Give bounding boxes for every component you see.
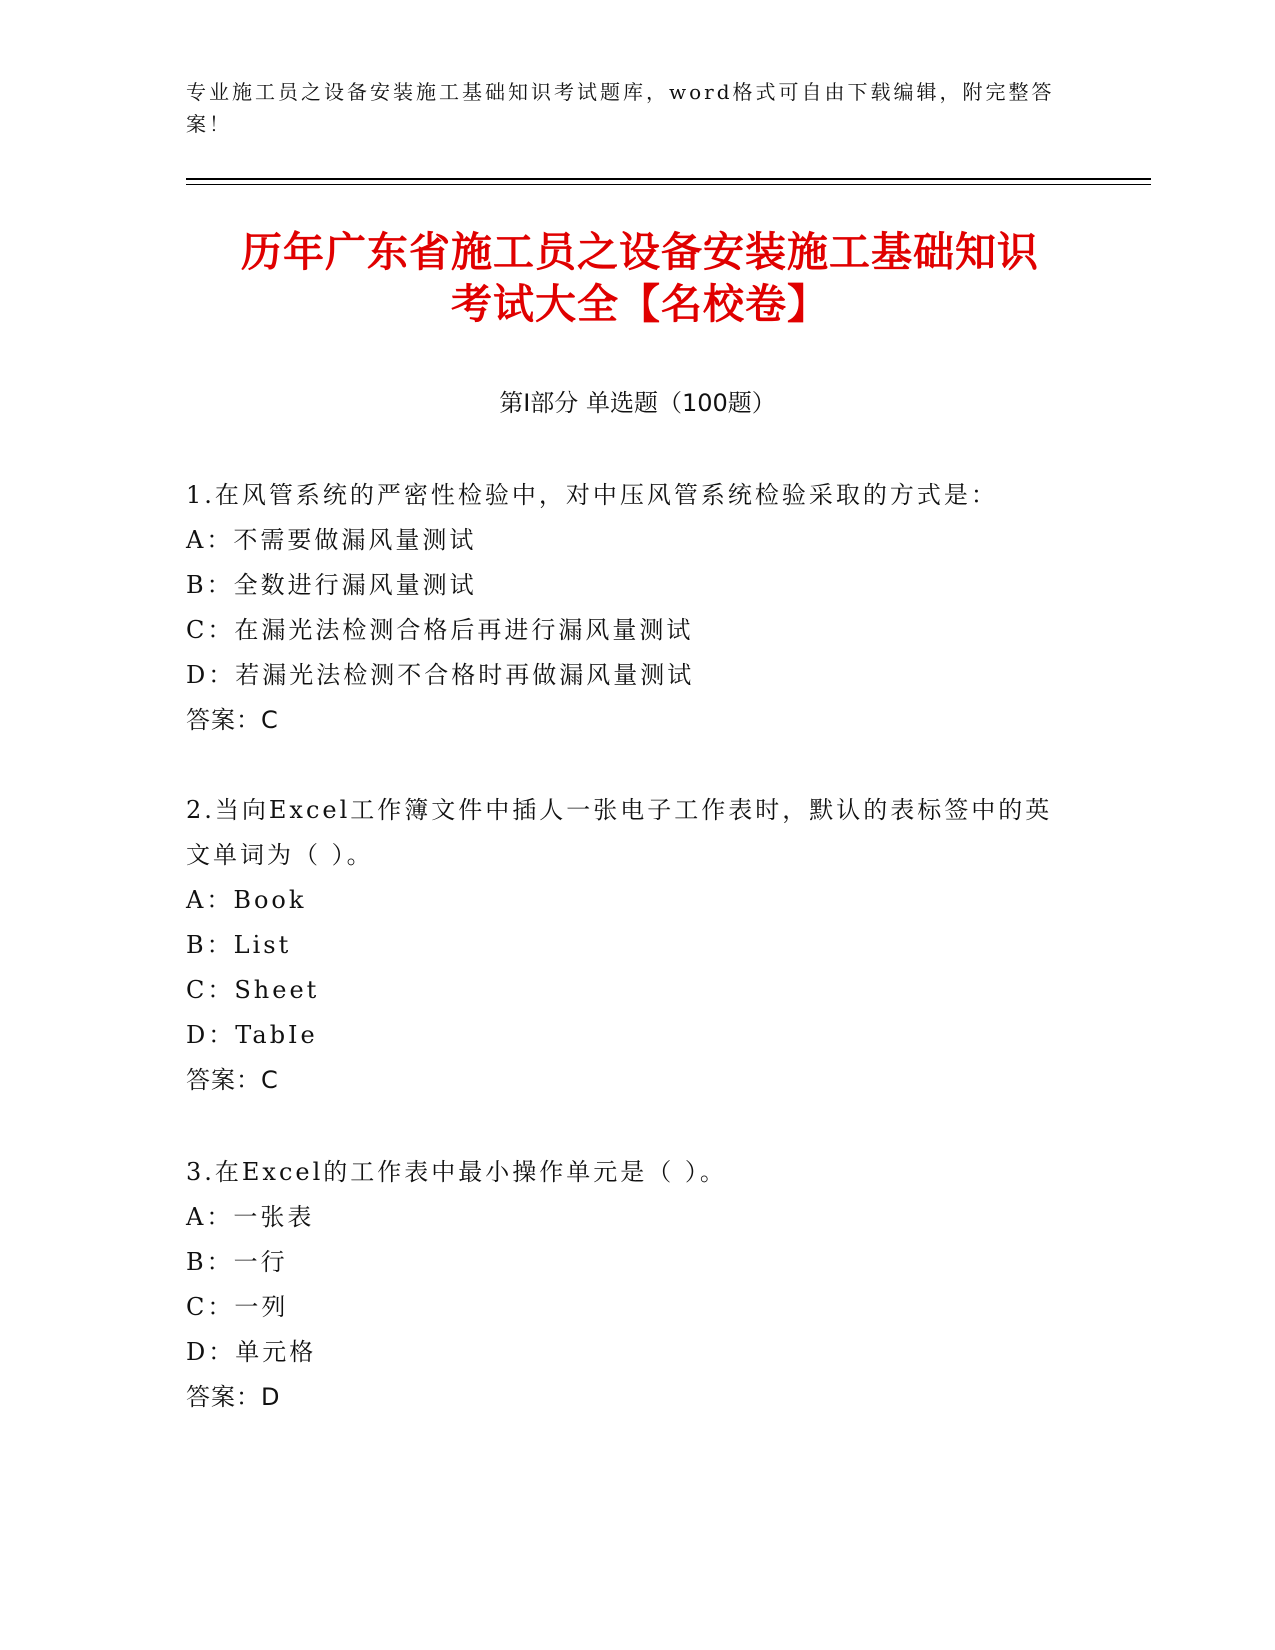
answer: 答案：D [186, 1383, 281, 1411]
question-text: 3.在Excel的工作表中最小操作单元是（ ）。 [186, 1158, 727, 1186]
option-c: C：在漏光法检测合格后再进行漏风量测试 [186, 616, 694, 644]
option-a: A：不需要做漏风量测试 [186, 526, 477, 554]
answer: 答案：C [186, 1066, 279, 1094]
option-b: B：List [186, 931, 292, 959]
header-rule-thin [186, 184, 1151, 185]
question-text: 2.当向Excel工作簿文件中插人一张电子工作表时，默认的表标签中的英文单词为（ ）。 [186, 796, 1053, 869]
document-title [190, 226, 1090, 330]
option-c: C：一列 [186, 1293, 289, 1321]
question-2 [186, 788, 1066, 1103]
option-d: D：单元格 [186, 1338, 317, 1366]
option-a: A：Book [186, 886, 307, 914]
question-text: 1.在风管系统的严密性检验中，对中压风管系统检验采取的方式是： [186, 481, 998, 509]
option-a: A：一张表 [186, 1203, 315, 1231]
option-b: B：全数进行漏风量测试 [186, 571, 477, 599]
title-line-1: 历年广东省施工员之设备安装施工基础知识 [241, 228, 1039, 276]
title-line-2: 考试大全【名校卷】 [451, 280, 829, 328]
section-heading: 第Ⅰ部分 单选题（100题） [499, 389, 776, 417]
option-d: D：若漏光法检测不合格时再做漏风量测试 [186, 661, 695, 689]
option-c: C：Sheet [186, 976, 320, 1004]
header-rule-thick [186, 178, 1151, 180]
document-intro: 专业施工员之设备安装施工基础知识考试题库，word格式可自由下载编辑，附完整答案！ [186, 80, 1055, 136]
question-1 [186, 473, 1066, 743]
question-3 [186, 1150, 1066, 1420]
option-d: D：TabIe [186, 1021, 318, 1049]
answer: 答案：C [186, 706, 279, 734]
option-b: B：一行 [186, 1248, 288, 1276]
